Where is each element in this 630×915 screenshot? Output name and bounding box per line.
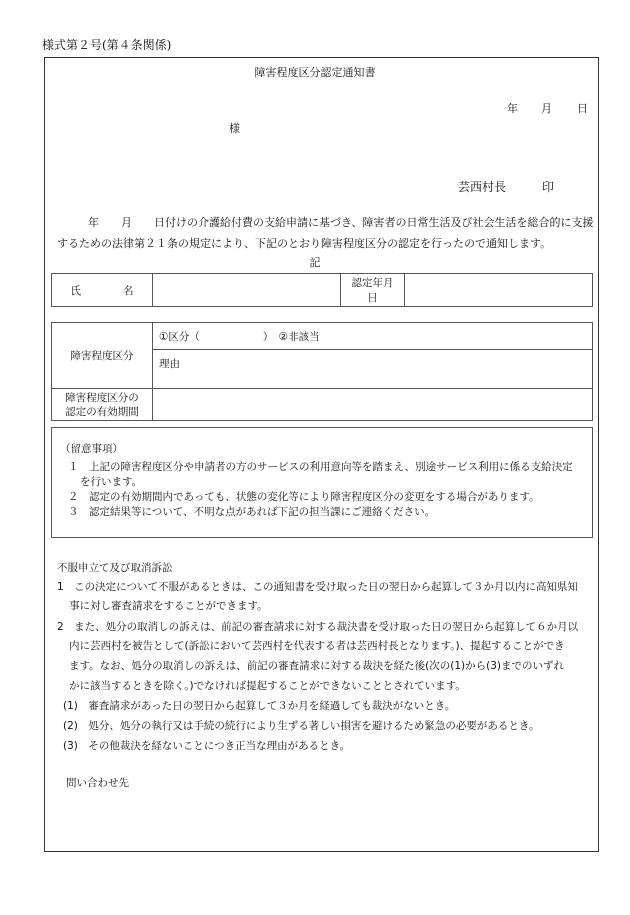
- appeal-case-3: (3) その他裁決を経ないことにつき正当な理由があるとき。: [63, 740, 351, 752]
- appeal-heading: 不服申立て及び取消訴訟: [57, 562, 173, 574]
- validity-period-value: [153, 389, 593, 421]
- seal-mark: 印: [542, 180, 555, 194]
- certification-date-label: 認定年月日: [341, 274, 405, 307]
- ki-heading: 記: [309, 256, 321, 269]
- intro-line-2: するための法律第２１条の規定により、下記のとおり障害程度区分の認定を行ったので通知します。: [57, 237, 552, 250]
- contact-label: 問い合わせ先: [66, 777, 129, 789]
- date-day: 日: [577, 102, 588, 115]
- date-month: 月: [541, 102, 552, 115]
- note-item-2: ２ 認定の有効期間内であっても、状態の変化等により障害程度区分の変更をする場合があります。: [68, 491, 540, 503]
- note-item-1: １ 上記の障害程度区分や申請者の方のサービスの利用意向等を踏まえ、別途サービス利用に係る支給決定: [68, 461, 573, 473]
- intro-line-1: 年 月 日付けの介護給付費の支給申請に基づき、障害者の日常生活及び社会生活を総合的に支援: [88, 216, 594, 229]
- note-item-3: ３ 認定結果等について、不明な点があれば下記の担当課にご連絡ください。: [68, 506, 436, 518]
- appeal-case-1: (1) 審査請求があった日の翌日から起算して３か月を経過しても裁決がないとき。: [63, 700, 456, 712]
- appeal-p2-line1: 2 また、処分の取消しの訴えは、前記の審査請求に対する裁決書を受け取った日の翌日から起算して６か月以: [57, 621, 579, 633]
- note-item-1-cont: を行います。: [80, 476, 143, 488]
- issuer-name: 芸西村長: [458, 180, 507, 194]
- validity-period-label: 障害程度区分の 認定の有効期間: [52, 389, 153, 421]
- appeal-p1-line1: 1 この決定について不服があるときは、この通知書を受け取った日の翌日から起算して３か月以内に高知県知: [57, 581, 578, 593]
- appeal-p2-line4: かに該当するときを除く。)でなければ提起することができないこととされています。: [69, 680, 466, 692]
- appeal-p1-line2: 事に対し審査請求をすることができます。: [69, 600, 268, 612]
- form-number: 様式第２号(第４条関係): [42, 38, 172, 52]
- certification-date-value: [405, 274, 593, 307]
- document-title: 障害程度区分認定通知書: [254, 66, 376, 79]
- classification-table: [51, 322, 593, 421]
- level-options: ①区分（ ） ②非該当: [153, 323, 593, 350]
- applicant-table: [51, 273, 593, 307]
- appeal-p2-line3: ます。なお、処分の取消しの訴えは、前記の審査請求に対する裁決を経た後(次の(1)から(3)までのいずれ: [69, 660, 565, 672]
- name-value: [153, 274, 341, 307]
- name-label: 氏 名: [52, 274, 153, 307]
- notes-heading: （留意事項）: [60, 443, 123, 455]
- appeal-p2-line2: 内に芸西村を被告として(訴訟において芸西村を代表する者は芸西村長となります。)、提起することができ: [69, 640, 565, 652]
- disability-level-label: 障害程度区分: [52, 323, 153, 389]
- recipient-suffix: 様: [229, 122, 240, 135]
- notes-box: [51, 427, 593, 538]
- date-year: 年: [507, 102, 518, 115]
- reason-label: 理由: [153, 350, 593, 389]
- appeal-case-2: (2) 処分、処分の執行又は手続の続行により生ずる著しい損害を避けるため緊急の必要があるとき。: [63, 720, 540, 732]
